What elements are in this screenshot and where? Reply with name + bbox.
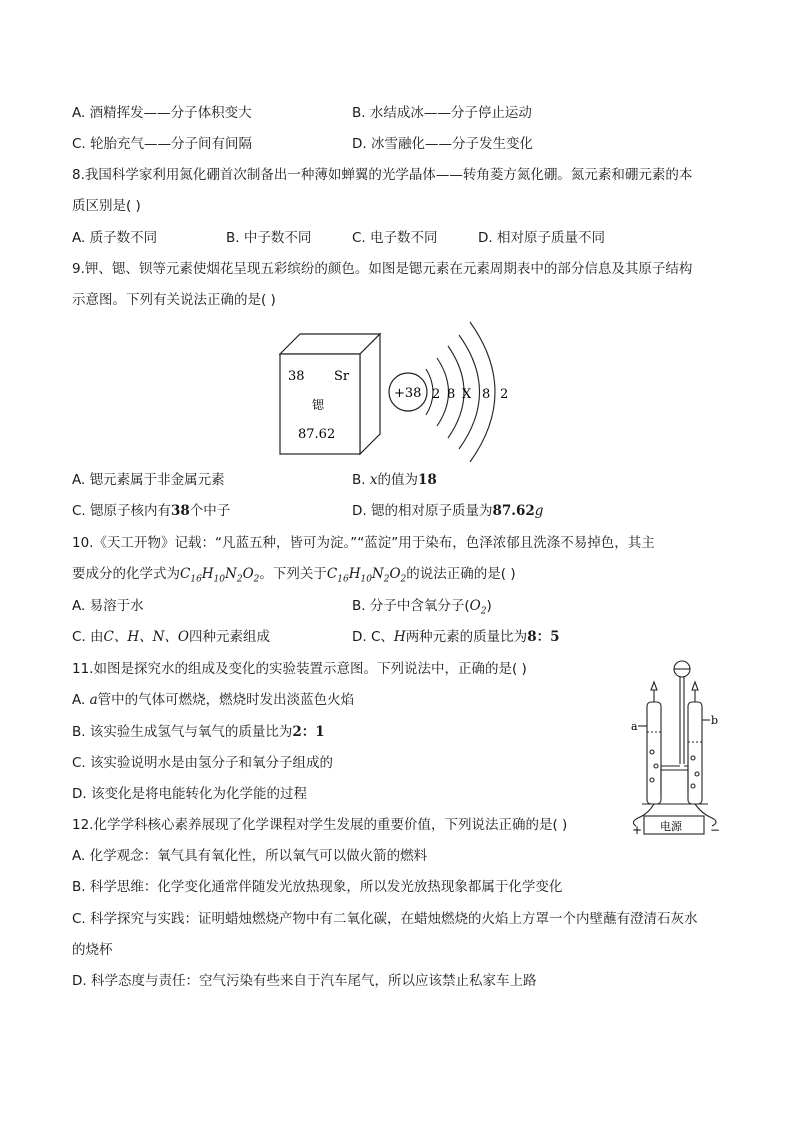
atomic-number: 38 [288, 369, 305, 384]
atomic-mass: 87.62 [298, 427, 336, 442]
q11-stem: 11.如图是探究水的组成及变化的实验装置示意图。下列说法中，正确的是( ) [72, 661, 527, 677]
tube-b-label: b [711, 714, 719, 727]
minus-terminal: − [710, 823, 721, 837]
q9-option-d: D. 锶的相对原子质量为87.62g [352, 503, 544, 519]
q10-formula-1: $C_{16}H_{10}N_2O_2$ [180, 566, 260, 585]
q9-option-a: A. 锶元素属于非金属元素 [72, 472, 225, 488]
q10-stem-line2: 要成分的化学式为$C_{16}H_{10}N_2O_2$。下列关于$C_{16}H_{10}N_2O_2$的说法正确的是( ) [72, 566, 516, 585]
q11-option-c: C. 该实验说明水是由氢分子和氧分子组成的 [72, 755, 334, 771]
q12-stem: 12.化学学科核心素养展现了化学课程对学生发展的重要价值，下列说法正确的是( ) [72, 817, 568, 833]
q10-option-c: C. 由C、H、N、O四种元素组成 [72, 629, 270, 645]
plus-terminal: + [632, 823, 643, 837]
q10-option-d: D. C、H两种元素的质量比为8：5 [352, 629, 560, 645]
q8-option-d: D. 相对原子质量不同 [478, 230, 605, 246]
q10-option-b: B. 分子中含氧分子$(O_2)$ [352, 598, 492, 617]
shell-5-count: 2 [500, 387, 509, 402]
tube-a-label: a [631, 720, 638, 733]
q7-option-d: D. 冰雪融化——分子发生变化 [352, 136, 533, 152]
q8-option-a: A. 质子数不同 [72, 230, 158, 246]
shell-3-count: X [462, 387, 472, 402]
q7-option-c: C. 轮胎充气——分子间有间隔 [72, 136, 253, 152]
shell-2-count: 8 [447, 387, 456, 402]
shell-1-count: 2 [432, 387, 441, 402]
q10-formula-2: $C_{16}H_{10}N_2O_2$ [326, 566, 407, 585]
q7-option-b: B. 水结成冰——分子停止运动 [352, 105, 532, 121]
q11-option-d: D. 该变化是将电能转化为化学能的过程 [72, 786, 307, 802]
q8-stem-line1: 8.我国科学家利用氮化硼首次制备出一种薄如蝉翼的光学晶体——转角菱方氮化硼。氮元素和硼元素的本 [72, 167, 693, 183]
q12-option-b: B. 科学思维：化学变化通常伴随发光放热现象，所以发光放热现象都属于化学变化 [72, 879, 563, 895]
q9-option-b: B. x的值为18 [352, 472, 437, 488]
q8-option-c: C. 电子数不同 [352, 230, 438, 246]
nucleus-charge: +38 [394, 386, 422, 401]
q12-option-c-line2: 的烧杯 [72, 942, 113, 958]
element-cell [280, 334, 380, 454]
q10-stem-line1: 10.《天工开物》记载：“凡蓝五种，皆可为淀。”“蓝淀”用于染布，色泽浓郁且洗涤不易掉色，其主 [72, 535, 655, 551]
strontium-figure [276, 312, 526, 462]
q11-option-a: A. a管中的气体可燃烧，燃烧时发出淡蓝色火焰 [72, 692, 355, 708]
shell-4-count: 8 [482, 387, 491, 402]
power-source-label: 电源 [660, 820, 682, 833]
q7-option-a: A. 酒精挥发——分子体积变大 [72, 105, 252, 121]
q12-option-a: A. 化学观念：氧气具有氧化性，所以氧气可以做火箭的燃料 [72, 848, 428, 864]
q9-stem-line1: 9.钾、锶、钡等元素使烟花呈现五彩缤纷的颜色。如图是锶元素在元素周期表中的部分信息及其原子结构 [72, 261, 693, 277]
q12-option-d: D. 科学态度与责任：空气污染有些来自于汽车尾气，所以应该禁止私家车上路 [72, 973, 537, 989]
q11-option-b: B. 该实验生成氢气与氧气的质量比为2：1 [72, 724, 325, 740]
q10-option-a: A. 易溶于水 [72, 598, 144, 614]
q8-stem-line2: 质区别是( ) [72, 198, 141, 214]
element-symbol: Sr [334, 369, 350, 384]
q12-option-c-line1: C. 科学探究与实践：证明蜡烛燃烧产物中有二氧化碳，在蜡烛燃烧的火焰上方罩一个内壁蘸有澄清石灰水 [72, 911, 698, 927]
electrolysis-apparatus-figure [626, 654, 726, 838]
q9-option-c: C. 锶原子核内有38个中子 [72, 503, 231, 519]
element-name: 锶 [312, 398, 325, 412]
q9-stem-line2: 示意图。下列有关说法正确的是( ) [72, 292, 276, 308]
q8-option-b: B. 中子数不同 [226, 230, 312, 246]
